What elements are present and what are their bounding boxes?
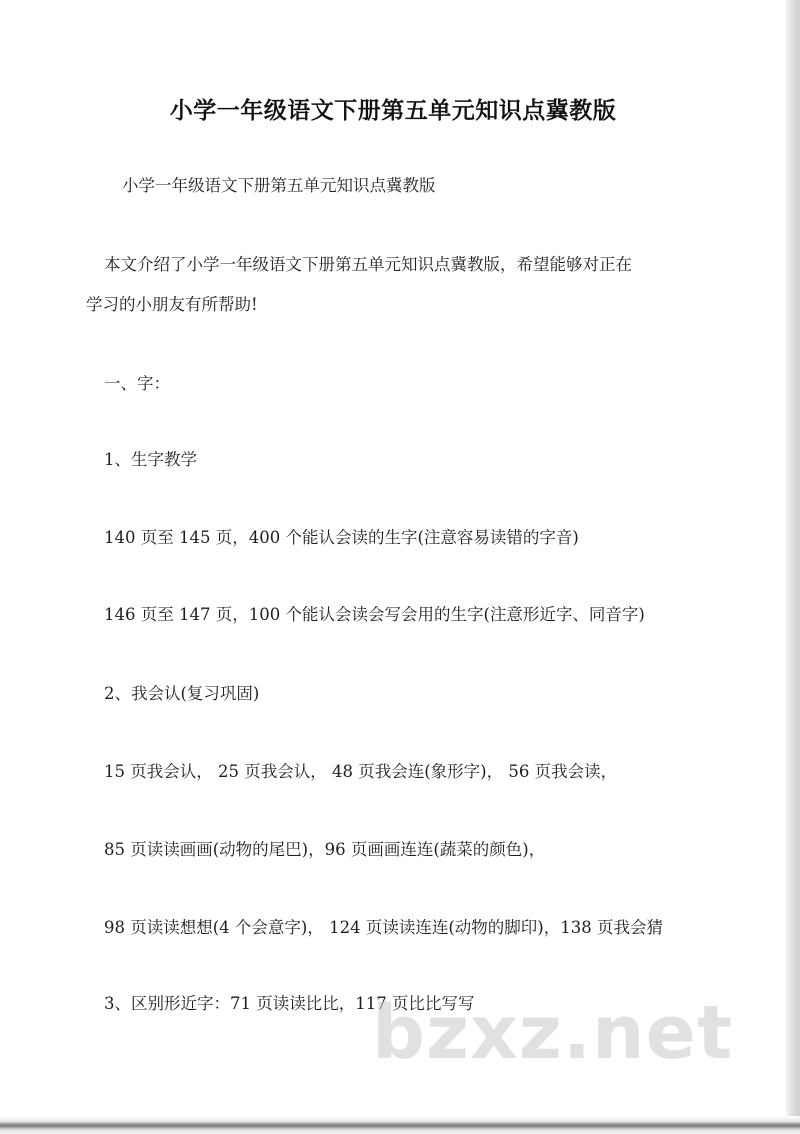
paragraph-recognition-pages-1: 15 页我会认， 25 页我会认， 48 页我会连(象形字)， 56 页我会读，: [104, 762, 618, 781]
intro-line-1: 本文介绍了小学一年级语文下册第五单元知识点冀教版，希望能够对正在: [104, 255, 632, 274]
item-heading-new-characters: 1、生字教学: [104, 450, 197, 469]
page-right-edge: [786, 0, 800, 1134]
item-heading-recognition: 2、我会认(复习巩固): [104, 684, 260, 703]
site-watermark: bzxz.net: [372, 990, 734, 1076]
paragraph-pages-146-147: 146 页至 147 页，100 个能认会读会写会用的生字(注意形近字、同音字): [104, 605, 645, 624]
paragraph-pages-140-145: 140 页至 145 页，400 个能认会读的生字(注意容易读错的字音): [104, 528, 579, 547]
paragraph-recognition-pages-2: 85 页读读画画(动物的尾巴)，96 页画画连连(蔬菜的颜色)，: [104, 840, 546, 859]
paragraph-recognition-pages-3: 98 页读读想想(4 个会意字)， 124 页读读连连(动物的脚印)，138 页我会猜: [104, 918, 663, 937]
section-heading-characters: 一、字：: [104, 374, 170, 393]
document-title: 小学一年级语文下册第五单元知识点冀教版: [169, 98, 617, 124]
page-bottom-edge: [0, 1116, 800, 1134]
document-subtitle: 小学一年级语文下册第五单元知识点冀教版: [122, 176, 436, 195]
intro-line-2: 学习的小朋友有所帮助!: [86, 295, 258, 314]
item-heading-similar-characters: 3、区别形近字：71 页读读比比，117 页比比写写: [104, 994, 475, 1013]
